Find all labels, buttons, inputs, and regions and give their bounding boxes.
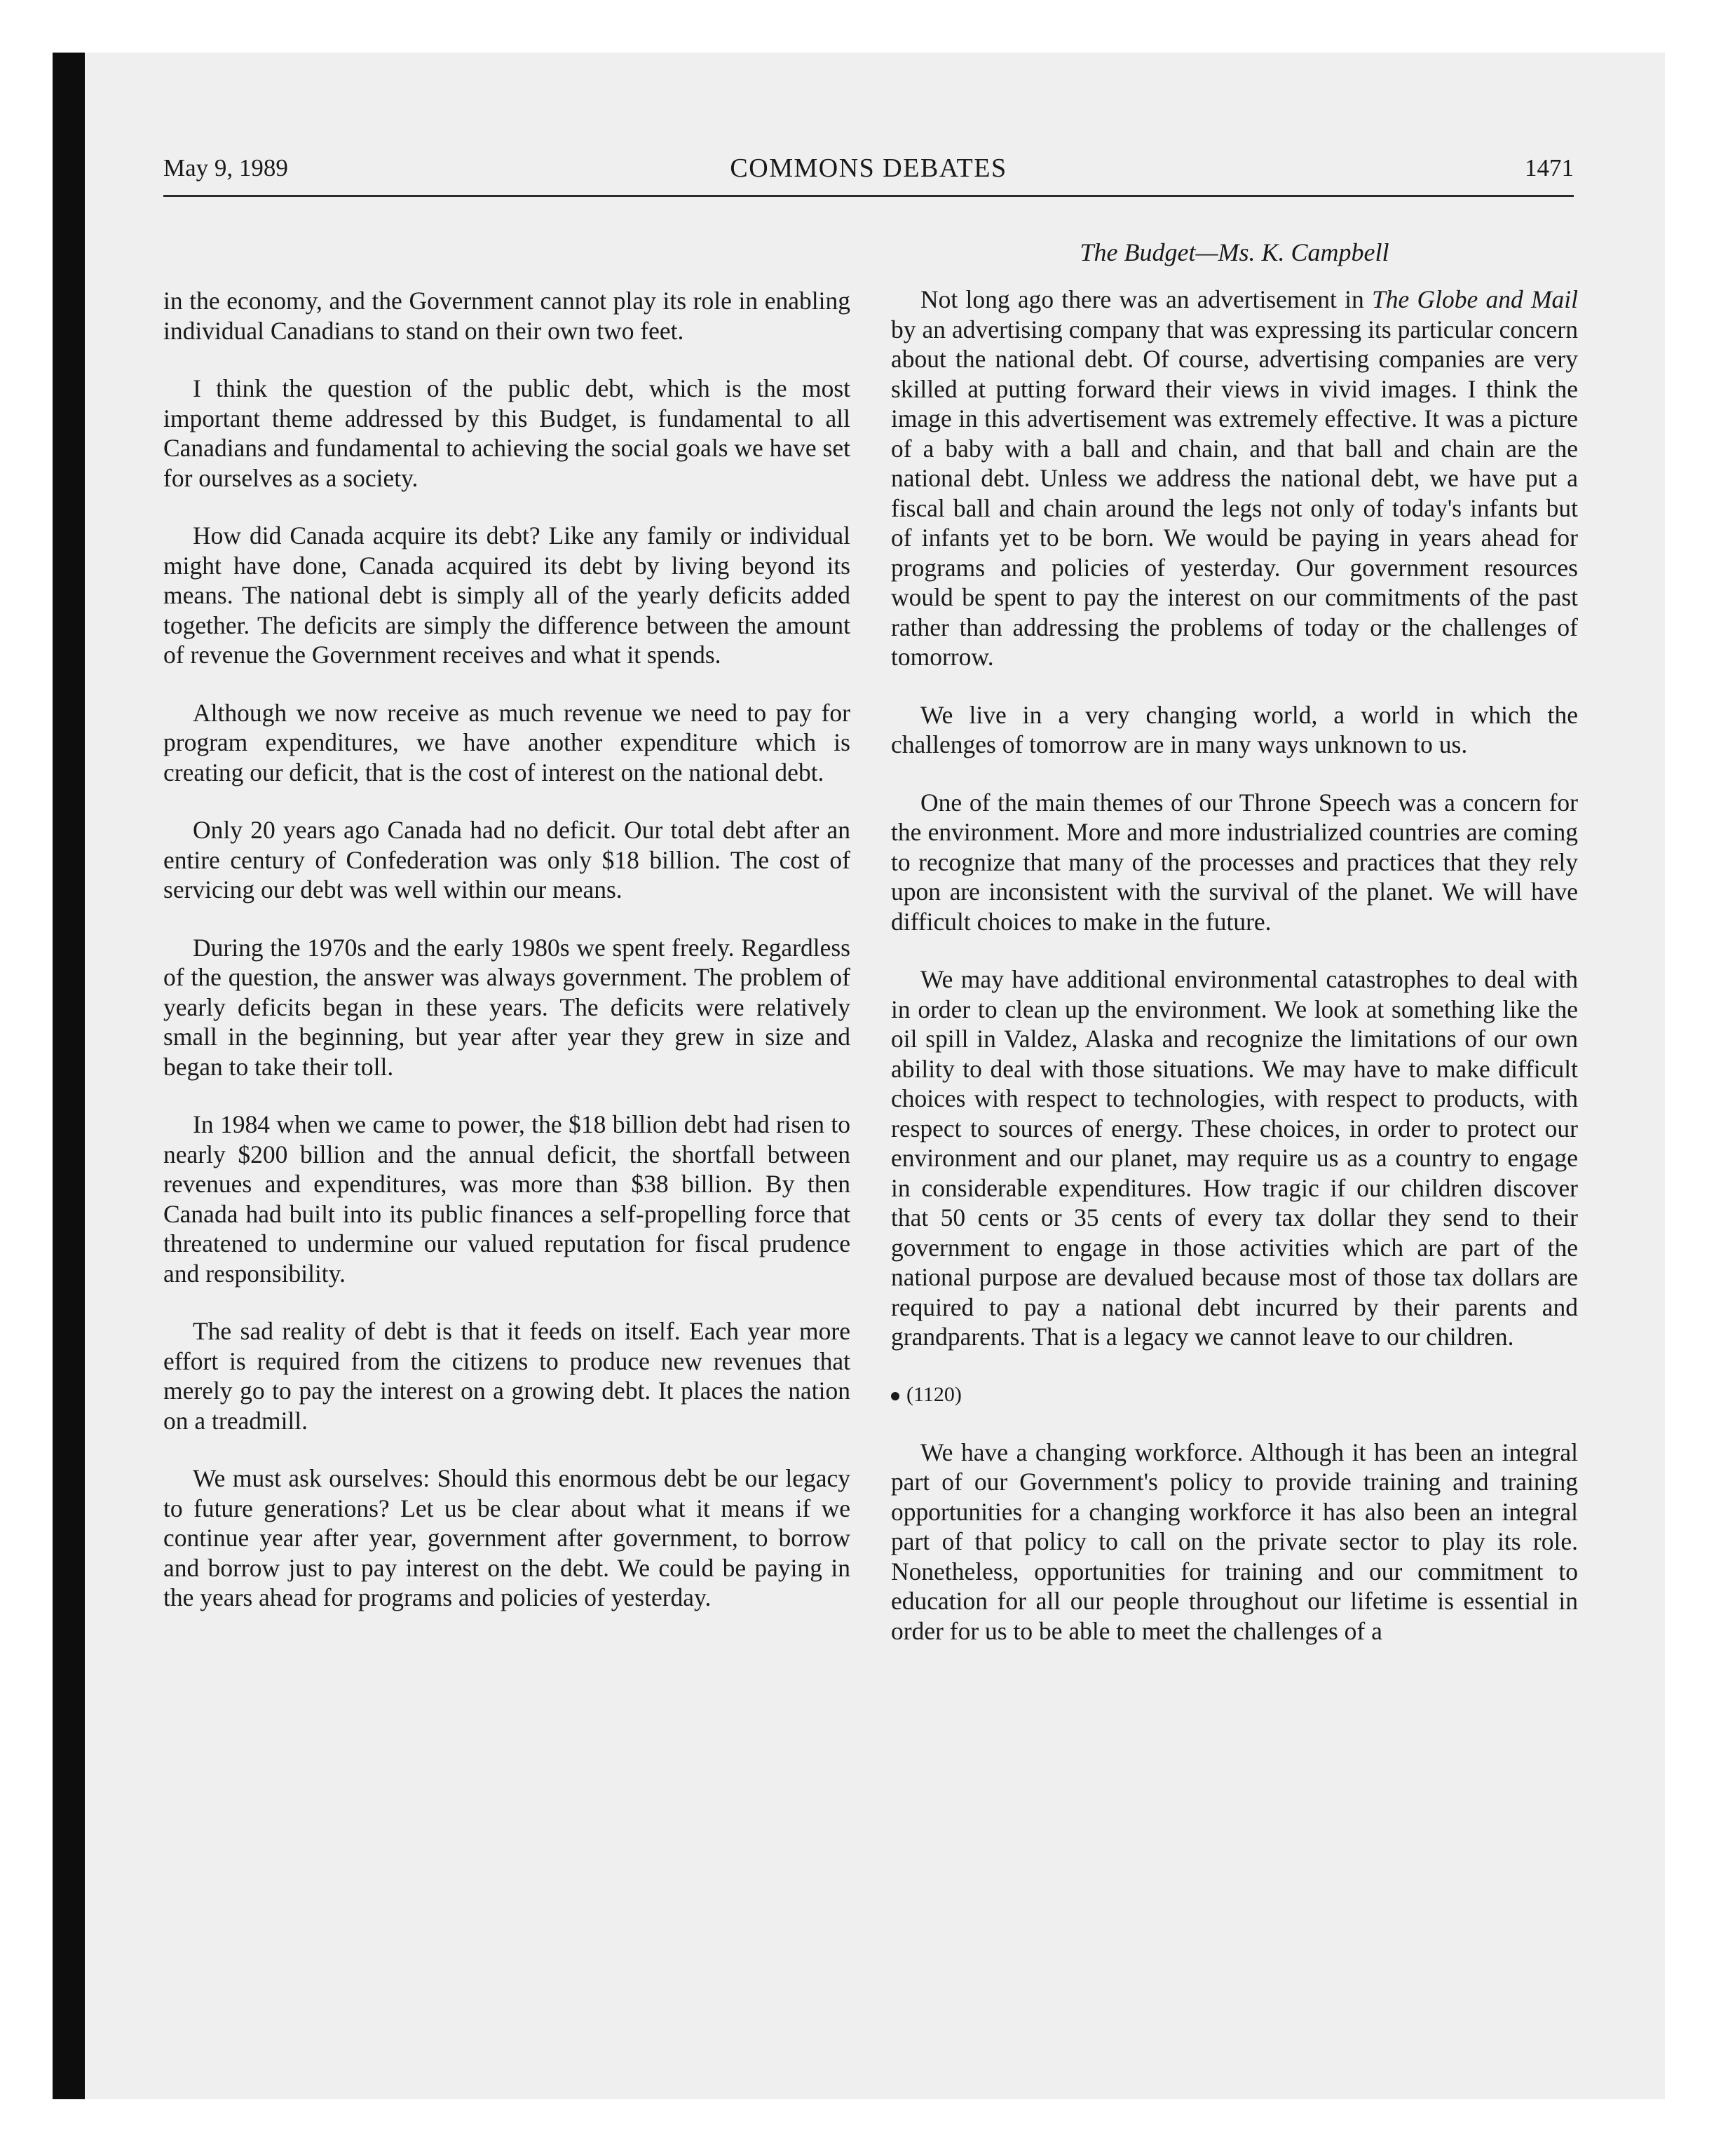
paragraph: We live in a very changing world, a world in which the challenges of tomorrow are in many ways unknown to us.: [891, 700, 1578, 758]
paragraph: I think the question of the public debt, which is the most important theme addressed by this Budget, is fundamental to all Canadians and fundamental to achieving the social goals we have set for ourselves as a society.: [163, 374, 850, 492]
paragraph: How did Canada acquire its debt? Like any family or individual might have done, Canada acquired its debt by living beyond its means. The national debt is simply all of the yearly deficits added together. The deficits are simply the difference between the amount of revenue the Government receives and what it spends.: [163, 521, 850, 669]
newspaper-title: The Globe and Mail: [1371, 285, 1579, 313]
paragraph-text: Not long ago there was an advertisement in: [920, 285, 1372, 313]
time-marker-text: (1120): [906, 1382, 962, 1406]
header-title: COMMONS DEBATES: [730, 153, 1007, 183]
paragraph: We must ask ourselves: Should this enormous debt be our legacy to future generations? Let us be clear about what it means if we continue year after year, government after government, to borrow and borrow just to pay interest on the debt. We could be paying in the years ahead for programs and policies of yesterday.: [163, 1464, 850, 1611]
running-head: [163, 153, 1574, 197]
paragraph: in the economy, and the Government cannot play its role in enabling individual Canadians to stand on their own two feet.: [163, 287, 850, 345]
left-column: [163, 286, 850, 1641]
paragraph: In 1984 when we came to power, the $18 billion debt had risen to nearly $200 billion and the annual deficit, the shortfall between revenues and expenditures, was more than $38 billion. By then Canada had built into its public finances a self-propelling force that threatened to undermine our valued reputation for fiscal prudence and responsibility.: [163, 1110, 850, 1288]
paragraph: We may have additional environmental catastrophes to deal with in order to clean up the environment. We look at something like the oil spill in Valdez, Alaska and recognize the limitations of our own ability to deal with those situations. We may have to make difficult choices with respect to technologies, with respect to products, with respect to sources of energy. These choices, in order to protect our environment and our planet, may require us as a country to engage in considerable expenditures. How tragic if our children discover that 50 cents or 35 cents of every tax dollar they send to their government to engage in those activities which are part of the national purpose are devalued because most of those tax dollars are required to pay a national debt incurred by their parents and grandparents. That is a legacy we cannot leave to our children.: [891, 965, 1578, 1351]
paragraph: [891, 285, 1578, 672]
right-column: [891, 285, 1578, 1674]
paragraph: Although we now receive as much revenue we need to pay for program expenditures, we have another expenditure which is creating our deficit, that is the cost of interest on the national debt.: [163, 698, 850, 786]
paragraph: During the 1970s and the early 1980s we spent freely. Regardless of the question, the answer was always government. The problem of yearly deficits began in these years. The deficits were relatively small in the beginning, but year after year they grew in size and began to take their toll.: [163, 933, 850, 1081]
header-page-number: 1471: [1525, 154, 1574, 182]
paragraph: Only 20 years ago Canada had no deficit. Our total debt after an entire century of Confederation was only $18 billion. The cost of servicing our debt was well within our means.: [163, 816, 850, 903]
section-heading: The Budget—Ms. K. Campbell: [1080, 238, 1389, 266]
binding-shadow: [53, 53, 85, 2099]
time-marker: [891, 1380, 1578, 1410]
paragraph: The sad reality of debt is that it feeds on itself. Each year more effort is required from the citizens to produce new revenues that merely go to pay the interest on a growing debt. It places the nation on a treadmill.: [163, 1317, 850, 1435]
bullet-icon: [891, 1392, 899, 1400]
paragraph-text: by an advertising company that was expressing its particular concern about the national debt. Of course, advertising companies are very skilled at putting forward their views in vivid images. I think the image in this advertisement was extremely effective. It was a picture of a baby with a ball and chain, and that ball and chain are the national debt. Unless we address the national debt, we have put a fiscal ball and chain around the legs not only of today's infants but of infants yet to be born. We would be paying in years ahead for programs and policies of yesterday. Our government resources would be spent to pay the interest on our commitments of the past rather than addressing the problems of today or the challenges of tomorrow.: [891, 315, 1578, 671]
paragraph: One of the main themes of our Throne Speech was a concern for the environment. More and more industrialized countries are coming to recognize that many of the processes and practices that they rely upon are inconsistent with the survival of the planet. We will have difficult choices to make in the future.: [891, 788, 1578, 936]
header-date: May 9, 1989: [163, 154, 288, 182]
paragraph: We have a changing workforce. Although it has been an integral part of our Government's policy to provide training and training opportunities for a changing workforce it has also been an integral part of that policy to call on the private sector to play its role. Nonetheless, opportunities for training and our commitment to education for all our people throughout our lifetime is essential in order for us to be able to meet the challenges of a: [891, 1438, 1578, 1645]
